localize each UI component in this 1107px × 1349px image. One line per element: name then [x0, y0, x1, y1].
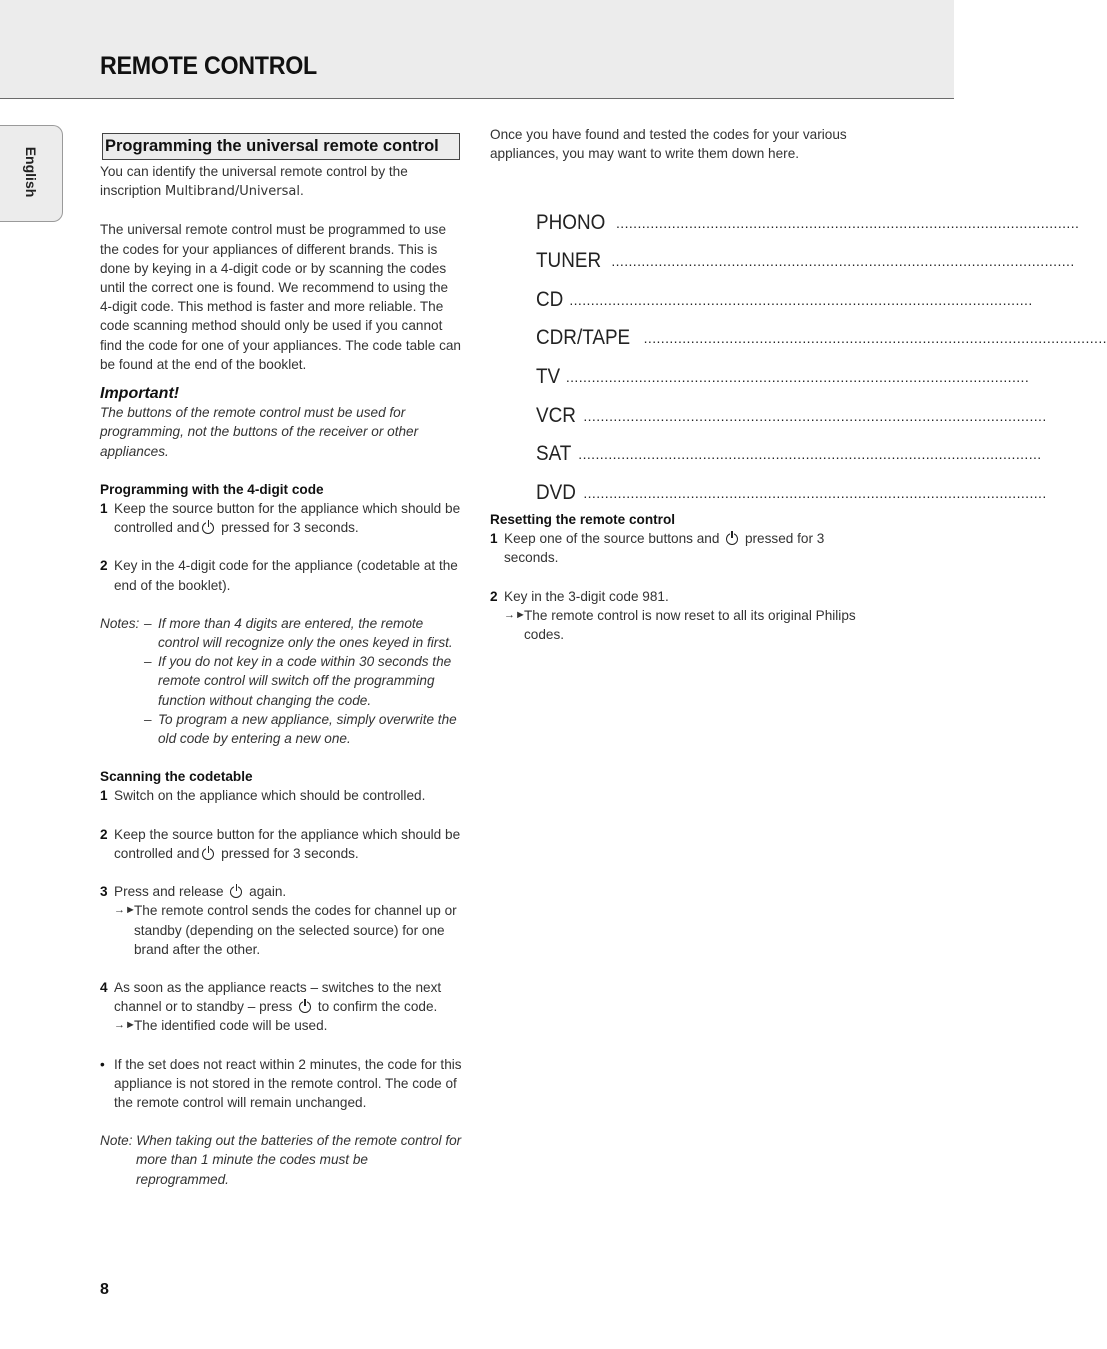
important-heading: Important! [100, 385, 180, 403]
device-row-sat: SAT ............................................................................................................ [536, 442, 1042, 466]
device-row-vcr: VCR ............................................................................................................ [536, 403, 1047, 427]
header-band [0, 0, 954, 99]
arrow-icon: →► [114, 904, 136, 917]
scan-step-2: 2 Keep the source button for the appliance which should be controlled and pressed for 3 seconds. [100, 826, 461, 861]
reset-section [490, 510, 860, 644]
scan-heading: Scanning the codetable [100, 769, 253, 785]
language-label: English [23, 146, 39, 198]
power-icon [202, 522, 214, 534]
device-row-cd: CD ............................................................................................................ [536, 287, 1033, 311]
prog4-step-2: 2 Key in the 4-digit code for the appliance (codetable at the end of the booklet). [100, 558, 458, 593]
scan-bullet: • If the set does not react within 2 minutes, the code for this appliance is not stored in the remote control. The code of the remote control will remain unchanged. [100, 1056, 462, 1110]
prog4-step-1: 1 Keep the source button for the appliance which should be controlled and pressed for 3 seconds. [100, 501, 461, 536]
page-number: 8 [100, 1281, 109, 1298]
power-icon [726, 533, 738, 545]
reset-heading: Resetting the remote control [490, 512, 676, 527]
codes-intro: Once you have found and tested the codes for your various appliances, you may want to write them down here. [490, 127, 847, 162]
reset-step-2: 2 Key in the 3-digit code 981. [490, 588, 669, 604]
scan-step-3-result: →► The remote control sends the codes for channel up or standby (depending on the selected source) for one brand after the other. [100, 901, 462, 959]
device-code-list [536, 196, 1107, 505]
note-2: – If you do not key in a code within 30 seconds the remote control will switch off the programming function without changing the code. [144, 654, 452, 708]
scan-step-4: 4 As soon as the appliance reacts – switches to the next channel or to standby – press to confirm the code. [100, 979, 442, 1015]
intro-paragraph: You can identify the universal remote control by the inscription Multibrand/Universal. [100, 164, 408, 200]
note-1: Notes: – If more than 4 digits are entered, the remote control will recognize only the ones keyed in first. [100, 615, 453, 651]
section-title: Programming the universal remote control [102, 133, 460, 160]
left-column [100, 133, 462, 1189]
battery-note: Note: When taking out the batteries of the remote control for more than 1 minute the codes must be reprogrammed. [100, 1133, 462, 1187]
reset-step-1: 1 Keep one of the source buttons and pressed for 3 seconds. [490, 531, 825, 566]
prog4-heading: Programming with the 4-digit code [100, 481, 324, 497]
power-icon [202, 848, 214, 860]
device-row-cdr-tape: CDR/TAPE ............................................................................................................ [536, 326, 1107, 350]
note-3: – To program a new appliance, simply overwrite the old code by entering a new one. [144, 711, 457, 747]
reset-step-2-result: →► The remote control is now reset to all its original Philips codes. [490, 606, 860, 644]
important-text: The buttons of the remote control must be used for programming, not the buttons of the receiver or other appliances. [100, 405, 419, 459]
device-row-tv: TV ............................................................................................................ [536, 364, 1030, 388]
scan-step-1: 1 Switch on the appliance which should be controlled. [100, 788, 426, 804]
power-icon [230, 886, 242, 898]
power-icon [299, 1001, 311, 1013]
device-row-phono: PHONO ............................................................................................................ [536, 210, 1080, 234]
arrow-icon: →► [114, 1019, 136, 1032]
programming-paragraph: The universal remote control must be programmed to use the codes for your appliances of different brands. This is done by keying in a 4-digit code or by scanning the codes until the correct one is found. We recommend to using the 4-digit code. This method is faster and more reliable. The code scanning method should only be used if you cannot find the code for one of your appliances. The code table can be found at the end of the booklet. [100, 222, 461, 372]
device-row-dvd: DVD ............................................................................................................ [536, 480, 1047, 504]
right-column [490, 125, 860, 163]
arrow-icon: →► [504, 608, 526, 621]
device-row-tuner: TUNER ............................................................................................................ [536, 249, 1075, 273]
brand-inscription: Multibrand/Universal [164, 184, 300, 200]
scan-step-4-result: →► The identified code will be used. [100, 1016, 462, 1035]
scan-step-3: 3 Press and release again. [100, 884, 287, 900]
page-title: REMOTE CONTROL [100, 52, 317, 80]
